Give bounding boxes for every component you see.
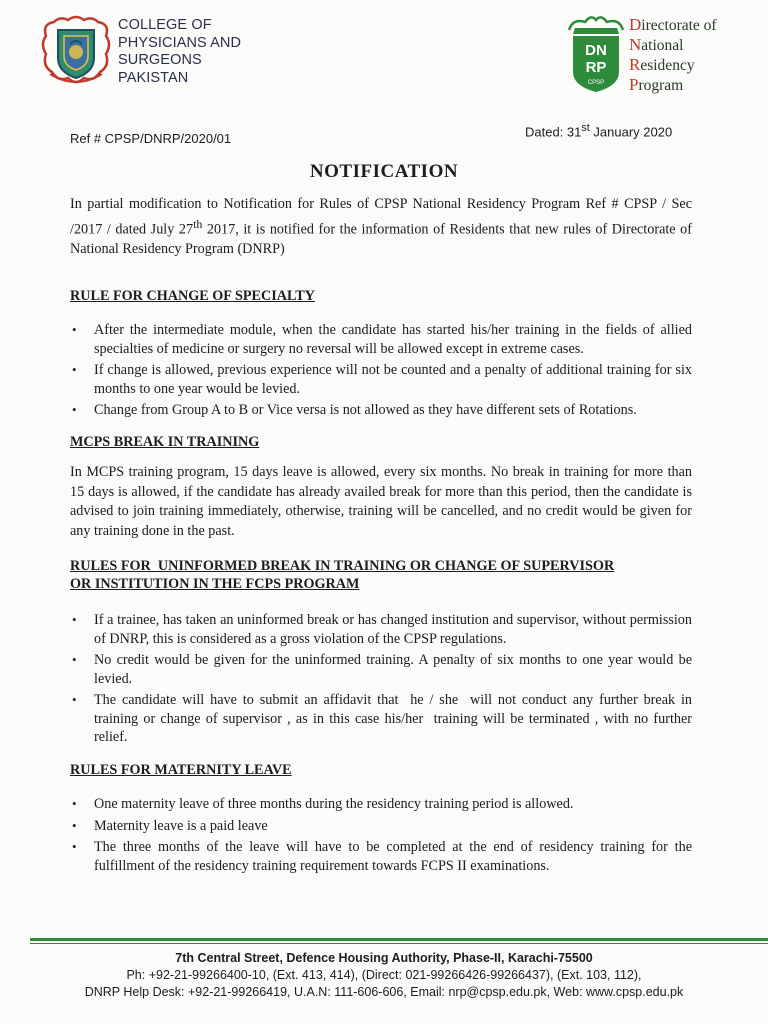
cpsp-crest-logo bbox=[40, 14, 112, 86]
dnrp-name-line: Directorate of bbox=[629, 15, 717, 34]
list-item: • The three months of the leave will have to be completed at the end of residency training for the fulfillment of the residency training requirement towards FCPS II examinations. bbox=[70, 838, 692, 875]
list-item: • Change from Group A to B or Vice versa is not allowed as they have different sets of Rotations. bbox=[70, 401, 692, 420]
notification-title: NOTIFICATION bbox=[309, 161, 459, 182]
section-heading-maternity: RULES FOR MATERNITY LEAVE bbox=[70, 762, 292, 778]
section-heading-mcps: MCPS BREAK IN TRAINING bbox=[70, 434, 260, 450]
dnrp-logo-caption: CPSP bbox=[587, 80, 605, 86]
cpsp-name-line: PHYSICIANS AND bbox=[118, 34, 242, 51]
cpsp-name-line: SURGEONS bbox=[118, 52, 202, 68]
footer-address: 7th Central Street, Defence Housing Authority, Phase-II, Karachi-75500 bbox=[175, 951, 593, 965]
reference-number: Ref # CPSP/DNRP/2020/01 bbox=[70, 131, 232, 146]
dnrp-name-line: Program bbox=[629, 75, 684, 94]
list-item: • After the intermediate module, when the candidate has started his/her training in the fields of allied specialties of medicine or surgery no reversal will be allowed except in extreme cases. bbox=[70, 321, 692, 358]
footer-phone: Ph: +92-21-99266400-10, (Ext. 413, 414), (Direct: 021-99266426-99266437), (Ext. 103, 112), bbox=[126, 968, 642, 982]
list-item: • If change is allowed, previous experience will not be counted and a penalty of additional training for six months to one year would be levied. bbox=[70, 361, 692, 398]
intro-paragraph: In partial modification to Notification for Rules of CPSP National Residency Program Ref # CPSP / Sec /2017 / dated July 27th 2017, it is notified for the information of Residents that new rules of Directorate of National Residency Program (DNRP) bbox=[70, 196, 692, 257]
cpsp-institution-name bbox=[118, 17, 241, 87]
maternity-rules-list bbox=[70, 795, 692, 878]
list-item: • If a trainee, has taken an uninformed break or has changed institution and supervisor, without permission of DNRP, this is considered as a gross violation of the CPSP regulations. bbox=[70, 611, 692, 648]
section-heading-specialty: RULE FOR CHANGE OF SPECIALTY bbox=[70, 288, 315, 304]
list-item: • Maternity leave is a paid leave bbox=[70, 817, 692, 836]
cpsp-name-line: PAKISTAN bbox=[118, 69, 189, 86]
footer-helpdesk: DNRP Help Desk: +92-21-99266419, U.A.N: 111-606-606, Email: nrp@cpsp.edu.pk, Web: www.cpsp.edu.pk bbox=[84, 985, 684, 999]
section-heading-uninformed: RULES FOR UNINFORMED BREAK IN TRAINING OR CHANGE OF SUPERVISOR OR INSTITUTION IN THE FCPS PROGRAM bbox=[70, 558, 615, 592]
date-line: Dated: 31st January 2020 bbox=[525, 122, 673, 140]
dnrp-logo-text-bottom: RP bbox=[585, 59, 607, 76]
list-item: • The candidate will have to submit an affidavit that he / she will not conduct any further break in training or change of supervisor , as in this case his/her training will be terminated , with no further relief. bbox=[70, 691, 692, 747]
dnrp-name-line: Residency bbox=[629, 55, 695, 74]
dnrp-name-line: National bbox=[629, 35, 684, 54]
dnrp-logo bbox=[563, 14, 629, 96]
dnrp-logo-text-top: DN bbox=[585, 42, 607, 59]
list-item: • No credit would be given for the uninformed training. A penalty of six months to one year would be levied. bbox=[70, 651, 692, 688]
footer-divider bbox=[30, 938, 768, 941]
footer-divider-thin bbox=[30, 943, 768, 944]
dnrp-directorate-name bbox=[629, 15, 717, 95]
uninformed-rules-list bbox=[70, 611, 696, 750]
list-item: • One maternity leave of three months during the residency training period is allowed. bbox=[70, 795, 692, 814]
specialty-rules-list bbox=[70, 321, 692, 423]
cpsp-name-line: COLLEGE OF bbox=[118, 17, 212, 33]
mcps-paragraph: In MCPS training program, 15 days leave is allowed, every six months. No break in training for more than 15 days is allowed, if the candidate has already availed break for more than this period, then the candidate is advised to join training immediately, otherwise, training will be cancelled, and no credit would be given for any training done in the past. bbox=[70, 464, 692, 539]
